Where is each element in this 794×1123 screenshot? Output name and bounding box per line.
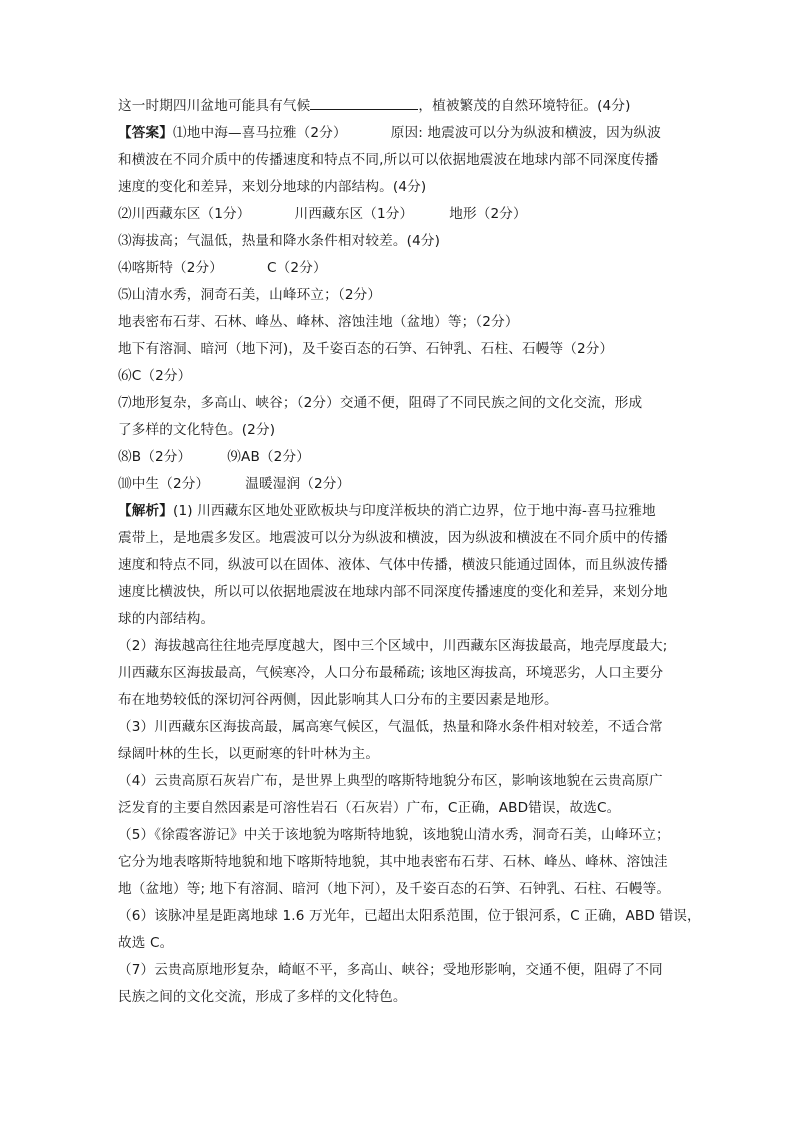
answer-5-line-3: 地下有溶洞、暗河（地下河)，及千姿百态的石笋、石钟乳、石柱、石幔等（2分）: [118, 341, 614, 357]
answer-4-line: [118, 255, 684, 282]
analysis-5-line-2: 它分为地表喀斯特地貌和地下喀斯特地貌，其中地表密布石芽、石林、峰丛、峰林、溶蚀洼: [118, 854, 668, 870]
analysis-5-line-1: （5）《徐霞客游记》中关于该地貌为喀斯特地貌，该地貌山清水秀，洞奇石美，山峰环立；: [118, 827, 670, 843]
analysis-1-text: (1) 川西藏东区地处亚欧板块与印度洋板块的消亡边界，位于地中海-喜马拉雅地: [172, 503, 656, 519]
answer-5-line-2: 地表密布石芽、石林、峰丛、峰林、溶蚀洼地（盆地）等；（2分）: [118, 314, 519, 330]
answer-2-part-3: 地形（2分）: [449, 206, 527, 222]
answer-7-line-1: ⑺地形复杂，多高山、峡谷；（2分）交通不便，阻碍了不同民族之间的文化交流，形成: [118, 395, 643, 411]
answer-3-line: ⑶海拔高；气温低，热量和降水条件相对较差。(4分): [118, 233, 441, 249]
analysis-2-line-1: （2）海拔越高往往地壳厚度越大，图中三个区域中，川西藏东区海拔最高，地壳厚度最大;: [118, 638, 668, 654]
answer-10-line: [118, 471, 684, 498]
analysis-2-line-2: 川西藏东区海拔最高，气候寒冷，人口分布最稀疏; 该地区海拔高，环境恶劣，人口主要分: [118, 665, 664, 681]
analysis-4-line-1: （4）云贵高原石灰岩广布，是世界上典型的喀斯特地貌分布区，影响该地貌在云贵高原广: [118, 773, 663, 789]
analysis-3-line-1: （3）川西藏东区海拔高最，属高寒气候区，气温低，热量和降水条件相对较差，不适合常: [118, 719, 663, 735]
answer-1-line-2: 和横波在不同介质中的传播速度和特点不同,所以可以依据地震波在地球内部不同深度传播: [118, 152, 659, 168]
answer-10-part-1: ⑽中生（2分）: [118, 476, 210, 492]
analysis-1-line-4: 速度比横波快，所以可以依据地震波在地球内部不同深度传播速度的变化和差异，来划分地: [118, 584, 668, 600]
answer-6-line: ⑹C（2分）: [118, 368, 192, 384]
analysis-6-line-1: （6）该脉冲星是距离地球 1.6 万光年，已超出太阳系范围，位于银河系，C 正确，ABD 错误，: [118, 908, 701, 924]
answer-1-line-3: 速度的变化和差异，来划分地球的内部结构。(4分): [118, 179, 427, 195]
answer-1-part-1: ⑴地中海—喜马拉雅（2分）: [172, 125, 347, 141]
answer-2-line: [118, 201, 684, 228]
analysis-1-line-5: 球的内部结构。: [118, 611, 215, 627]
answer-4-part-1: ⑷喀斯特（2分）: [118, 260, 224, 276]
analysis-label: 【解析】: [118, 503, 173, 519]
analysis-1-line-1: [118, 498, 684, 525]
analysis-5-line-3: 地（盆地）等; 地下有溶洞、暗河（地下河），及千姿百态的石笋、石钟乳、石柱、石幔等。: [118, 881, 671, 897]
analysis-4-line-2: 泛发育的主要自然因素是可溶性岩石（石灰岩）广布，C正确，ABD错误，故选C。: [118, 800, 621, 816]
answer-5-line-1: ⑸山清水秀，洞奇石美，山峰环立；（2分）: [118, 287, 382, 303]
answer-1-part-2: 原因: 地震波可以分为纵波和横波，因为纵波: [390, 125, 662, 141]
analysis-7-line-2: 民族之间的文化交流，形成了多样的文化特色。: [118, 989, 407, 1005]
answer-8: ⑻B（2分）: [118, 449, 192, 465]
question-prefix: 这一时期四川盆地可能具有气候: [118, 98, 311, 114]
question-line: [118, 93, 684, 120]
answer-2-part-1: ⑵川西藏东区（1分）: [118, 206, 251, 222]
answer-1-line-1: [118, 120, 684, 147]
answer-8-9-line: [118, 444, 684, 471]
analysis-1-line-3: 速度和特点不同，纵波可以在固体、液体、气体中传播，横波只能通过固体，而且纵波传播: [118, 557, 668, 573]
answer-9: ⑼AB（2分）: [227, 449, 310, 465]
analysis-2-line-3: 布在地势较低的深切河谷两侧，因此影响其人口分布的主要因素是地形。: [118, 692, 558, 708]
answer-blank: [310, 95, 418, 110]
answer-2-part-2: 川西藏东区（1分）: [294, 206, 414, 222]
analysis-7-line-1: （7）云贵高原地形复杂，崎岖不平，多高山、峡谷；受地形影响，交通不便，阻碍了不同: [118, 962, 663, 978]
answer-label: 【答案】: [118, 125, 173, 141]
analysis-6-line-2: 故选 C。: [118, 935, 174, 951]
analysis-3-line-2: 绿阔叶林的生长，以更耐寒的针叶林为主。: [118, 746, 380, 762]
answer-7-line-2: 了多样的文化特色。(2分): [118, 422, 276, 438]
answer-10-part-2: 温暖湿润（2分）: [245, 476, 351, 492]
answer-4-part-2: C（2分）: [267, 260, 327, 276]
question-suffix: ，植被繁茂的自然环境特征。(4分): [418, 98, 631, 114]
document-content: [118, 93, 701, 1011]
analysis-1-line-2: 震带上，是地震多发区。地震波可以分为纵波和横波，因为纵波和横波在不同介质中的传播: [118, 530, 668, 546]
